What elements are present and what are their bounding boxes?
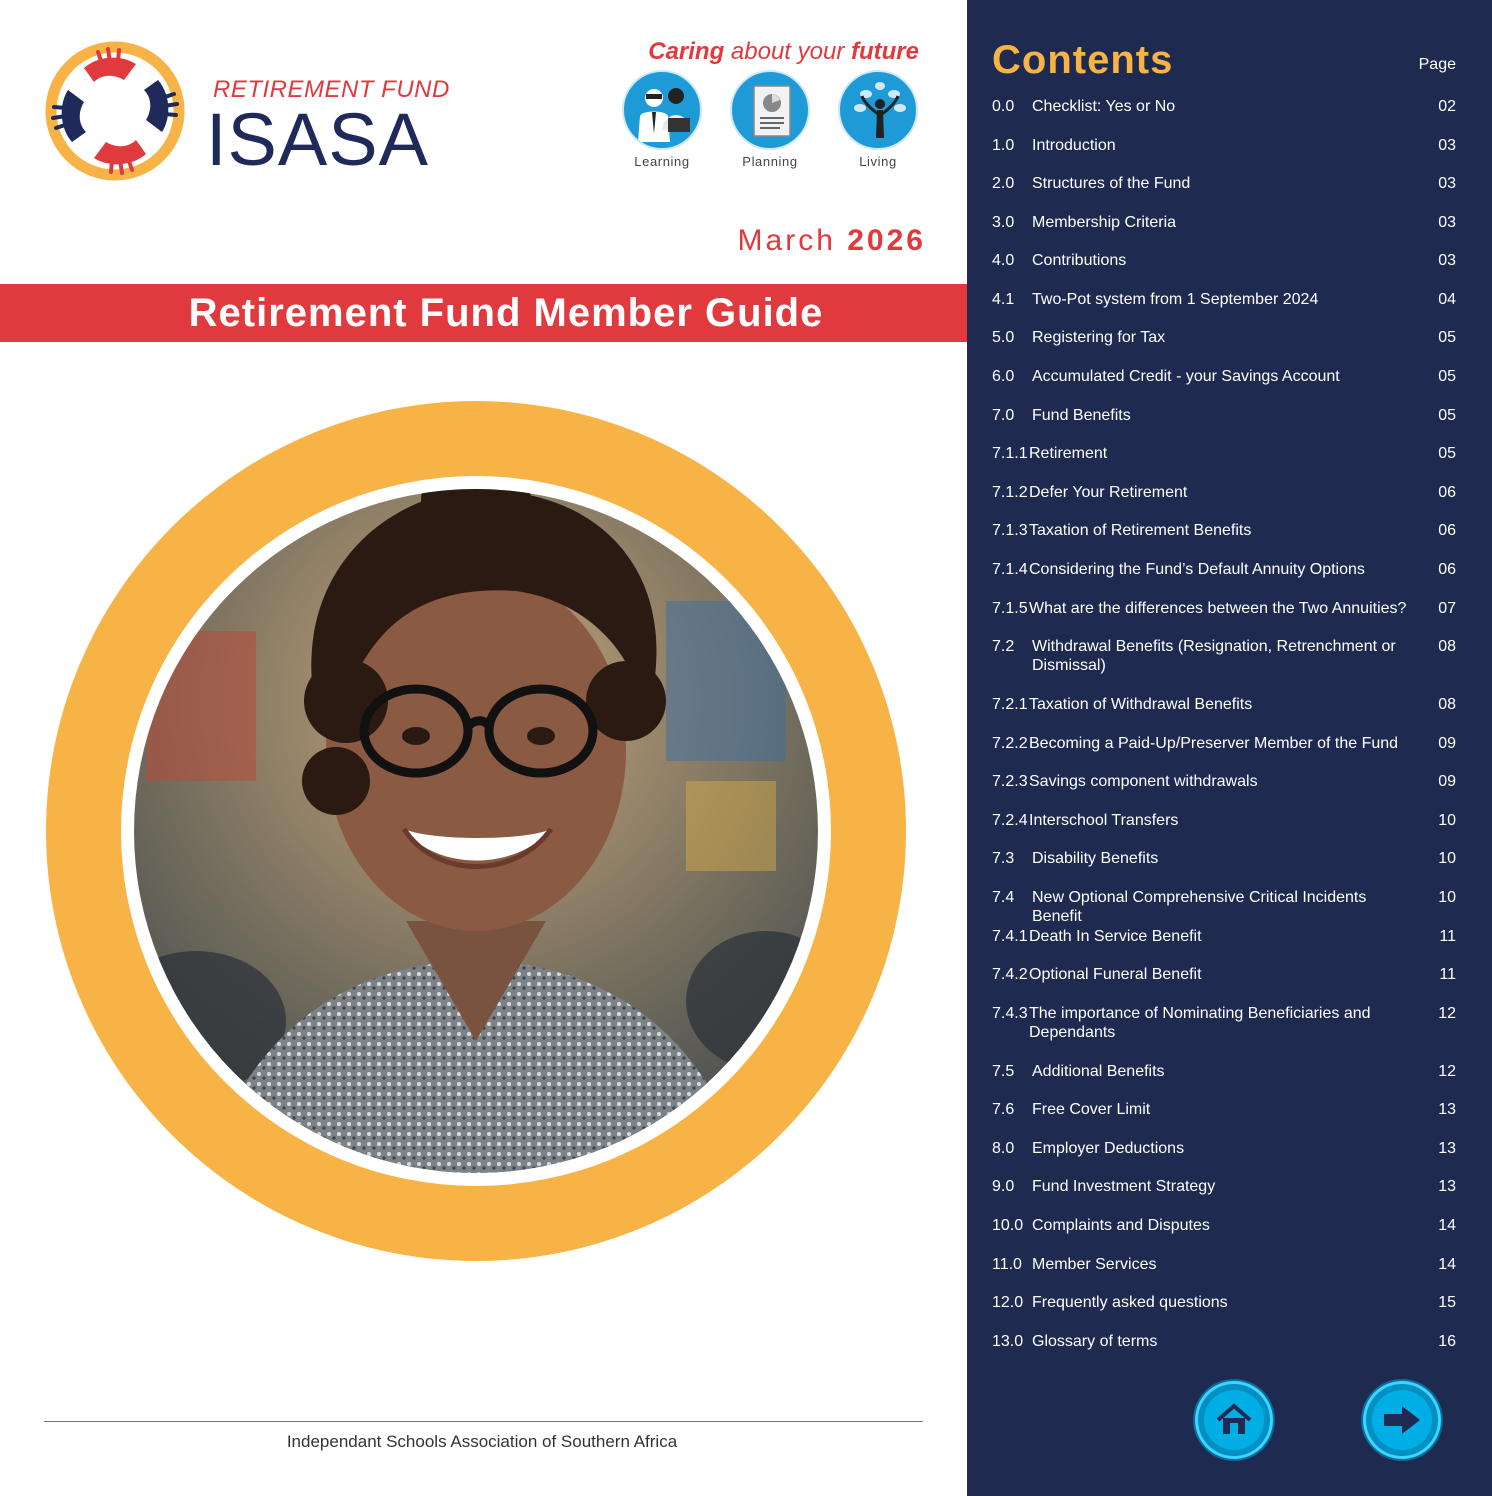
- contents-item-page: 02: [1438, 98, 1456, 115]
- pillar-label-learning: Learning: [634, 154, 690, 169]
- contents-item-label: New Optional Comprehensive Critical Incidents Benefit: [1032, 889, 1367, 925]
- contents-item-label: Taxation of Retirement Benefits: [1029, 522, 1252, 539]
- contents-item-page: 11: [1439, 966, 1456, 983]
- contents-item-number: 7.4: [992, 889, 1015, 906]
- contents-item-number: 7.2.1: [992, 696, 1028, 713]
- contents-item-label: Membership Criteria: [1032, 214, 1177, 231]
- tagline: [648, 38, 919, 66]
- contents-item-number: 7.1.1: [992, 445, 1028, 462]
- contents-item-label: Frequently asked questions: [1032, 1294, 1228, 1311]
- contents-item-number: 3.0: [992, 214, 1015, 231]
- contents-item-number: 7.1.4: [992, 561, 1028, 578]
- contents-item-number: 10.0: [992, 1217, 1024, 1234]
- arrow-right-icon: [1380, 1398, 1424, 1442]
- contents-item-page: 10: [1438, 812, 1456, 829]
- contents-item-label: Taxation of Withdrawal Benefits: [1029, 696, 1253, 713]
- contents-item-number: 2.0: [992, 175, 1015, 192]
- document-chart-icon: [732, 72, 810, 150]
- pillar-label-living: Living: [859, 154, 897, 169]
- contents-item-label: Becoming a Paid-Up/Preserver Member of the Fund: [1029, 735, 1399, 752]
- home-button[interactable]: [1195, 1381, 1273, 1459]
- contents-item-label: Defer Your Retirement: [1029, 484, 1188, 501]
- contents-item-label: Disability Benefits: [1032, 850, 1159, 867]
- contents-item-number: 7.6: [992, 1101, 1015, 1118]
- contents-item-number: 12.0: [992, 1294, 1024, 1311]
- pillar-label-planning: Planning: [742, 154, 798, 169]
- pillar-living: [823, 70, 933, 169]
- contents-item-number: 7.4.3: [992, 1005, 1028, 1022]
- contents-item-number: 7.1.2: [992, 484, 1028, 501]
- contents-item-number: 0.0: [992, 98, 1015, 115]
- contents-item-number: 7.2.3: [992, 773, 1028, 790]
- contents-item-label: Free Cover Limit: [1032, 1101, 1151, 1118]
- contents-item-number: 7.2: [992, 638, 1015, 655]
- pillar-planning: [715, 70, 825, 169]
- contents-item-page: 03: [1438, 252, 1456, 269]
- footer-text: Independant Schools Association of Southern Africa: [286, 1432, 678, 1451]
- contents-item-number: 6.0: [992, 368, 1015, 385]
- contents-item-number: 11.0: [992, 1256, 1022, 1273]
- contents-item-page: 09: [1438, 773, 1456, 790]
- contents-item-label: Complaints and Disputes: [1032, 1217, 1210, 1234]
- contents-item-number: 7.4.1: [992, 928, 1028, 945]
- contents-item-number: 7.4.2: [992, 966, 1028, 983]
- contents-item-number: 7.0: [992, 407, 1015, 424]
- contents-item-label: Structures of the Fund: [1032, 175, 1191, 192]
- contents-item-page: 13: [1438, 1140, 1456, 1157]
- contents-item-label: Savings component withdrawals: [1029, 773, 1258, 790]
- contents-item-page: 09: [1438, 735, 1456, 752]
- contents-item-page: 14: [1438, 1256, 1456, 1273]
- contents-item-page: 05: [1438, 407, 1456, 424]
- tagline-part-3: future: [851, 38, 919, 65]
- contents-item-page: 06: [1438, 522, 1456, 539]
- issue-year: 2026: [847, 224, 926, 257]
- tagline-part-1: Caring: [648, 38, 725, 65]
- contents-item-label: Contributions: [1032, 252, 1127, 269]
- contents-item-label: Accumulated Credit - your Savings Account: [1032, 368, 1340, 385]
- contents-item-page: 04: [1438, 291, 1456, 308]
- contents-item-number: 9.0: [992, 1178, 1015, 1195]
- contents-item-label: The importance of Nominating Beneficiaries and Dependants: [1029, 1005, 1371, 1041]
- contents-item-label: Member Services: [1032, 1256, 1157, 1273]
- contents-item-page: 08: [1438, 638, 1456, 655]
- contents-item-page: 03: [1438, 137, 1456, 154]
- next-page-button[interactable]: [1363, 1381, 1441, 1459]
- issue-date: [738, 224, 926, 258]
- contents-item-number: 7.2.2: [992, 735, 1028, 752]
- contents-item-label: Withdrawal Benefits (Resignation, Retrenchment or Dismissal): [1032, 638, 1396, 674]
- contents-item-label: What are the differences between the Two Annuities?: [1029, 600, 1407, 617]
- contents-item-number: 7.2.4: [992, 812, 1028, 829]
- contents-item-label: Retirement: [1029, 445, 1108, 462]
- contents-item-page: 15: [1438, 1294, 1456, 1311]
- contents-item-label: Additional Benefits: [1032, 1063, 1165, 1080]
- contents-item-number: 13.0: [992, 1333, 1024, 1350]
- contents-item-page: 13: [1438, 1178, 1456, 1195]
- contents-item-page: 13: [1438, 1101, 1456, 1118]
- contents-item-page: 05: [1438, 368, 1456, 385]
- home-icon: [1212, 1398, 1256, 1442]
- footer-rule: [44, 1421, 923, 1422]
- contents-item-number: 4.0: [992, 252, 1015, 269]
- contents-item-label: Employer Deductions: [1032, 1140, 1185, 1157]
- issue-month: March: [737, 224, 836, 257]
- contents-item-label: Interschool Transfers: [1029, 812, 1179, 829]
- contents-item-page: 10: [1438, 889, 1456, 906]
- pillar-learning: [607, 70, 717, 169]
- contents-item-page: 16: [1438, 1333, 1456, 1350]
- contents-item-page: 03: [1438, 175, 1456, 192]
- contents-item-number: 7.3: [992, 850, 1015, 867]
- contents-item-page: 08: [1438, 696, 1456, 713]
- people-icon: [624, 72, 702, 150]
- contents-item-label: Two-Pot system from 1 September 2024: [1032, 291, 1319, 308]
- contents-item-number: 1.0: [992, 137, 1015, 154]
- contents-title: Contents: [992, 38, 1174, 82]
- guide-title: Retirement Fund Member Guide: [188, 291, 824, 335]
- contents-page-header: Page: [1418, 56, 1456, 73]
- contents-item-page: 05: [1438, 445, 1456, 462]
- contents-item-number: 5.0: [992, 329, 1015, 346]
- contents-item-page: 05: [1438, 329, 1456, 346]
- contents-item-label: Checklist: Yes or No: [1032, 98, 1176, 115]
- contents-item-page: 10: [1438, 850, 1456, 867]
- contents-item-page: 14: [1438, 1217, 1456, 1234]
- contents-item-page: 07: [1438, 600, 1456, 617]
- contents-item-label: Death In Service Benefit: [1029, 928, 1202, 945]
- contents-item-label: Fund Benefits: [1032, 407, 1131, 424]
- contents-panel: [967, 0, 1492, 1496]
- isasa-logo: [44, 40, 186, 182]
- contents-item-label: Glossary of terms: [1032, 1333, 1158, 1350]
- contents-item-page: 11: [1439, 928, 1456, 945]
- contents-item-page: 06: [1438, 561, 1456, 578]
- hero-portrait: [46, 401, 906, 1261]
- contents-item-number: 7.1.3: [992, 522, 1028, 539]
- tagline-part-2: about your: [724, 38, 851, 65]
- tree-person-icon: [840, 72, 918, 150]
- brand-name: ISASA: [206, 98, 429, 181]
- contents-item-page: 12: [1438, 1063, 1456, 1080]
- contents-item-page: 12: [1438, 1005, 1456, 1022]
- contents-item-number: 7.5: [992, 1063, 1015, 1080]
- contents-item-label: Introduction: [1032, 137, 1116, 154]
- contents-item-page: 03: [1438, 214, 1456, 231]
- contents-item-number: 4.1: [992, 291, 1015, 308]
- title-banner: [0, 284, 967, 342]
- contents-item-label: Optional Funeral Benefit: [1029, 966, 1202, 983]
- contents-item-label: Considering the Fund’s Default Annuity Options: [1029, 561, 1365, 578]
- contents-item-label: Registering for Tax: [1032, 329, 1166, 346]
- contents-item-label: Fund Investment Strategy: [1032, 1178, 1216, 1195]
- contents-item-page: 06: [1438, 484, 1456, 501]
- contents-item-number: 7.1.5: [992, 600, 1028, 617]
- brand-subtitle: RETIREMENT FUND: [213, 76, 450, 103]
- contents-item-number: 8.0: [992, 1140, 1015, 1157]
